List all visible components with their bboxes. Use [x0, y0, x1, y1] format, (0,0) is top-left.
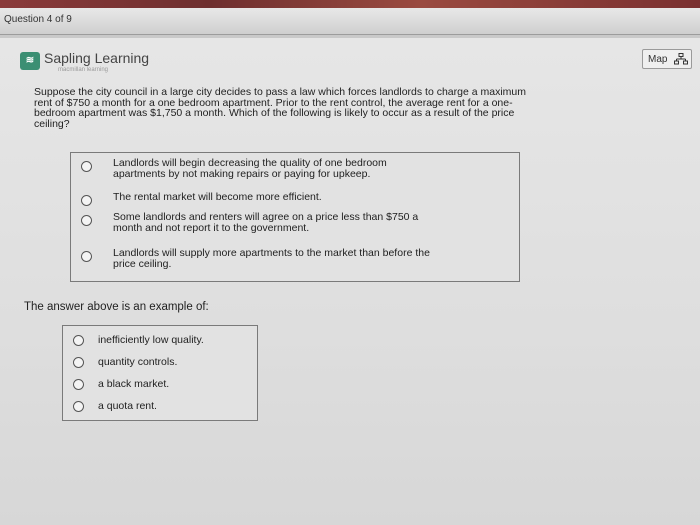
map-icon — [674, 53, 688, 65]
followup-choice-text: a quota rent. — [98, 400, 157, 412]
question-prompt — [34, 87, 654, 129]
choice-text-line: Some landlords and renters will agree on a price less than $750 a — [113, 211, 419, 223]
answer-choice[interactable] — [81, 248, 513, 269]
choice-text-line: price ceiling. — [113, 257, 172, 270]
followup-choice[interactable] — [73, 334, 258, 346]
followup-choice-text: quantity controls. — [98, 356, 178, 368]
choice-text-line: Landlords will begin decreasing the quality of one bedroom — [113, 157, 387, 169]
choice-text-line: apartments by not making repairs or paying for upkeep. — [113, 167, 371, 180]
assignment-panel — [0, 38, 700, 525]
radio-button[interactable] — [81, 251, 92, 262]
followup-choice[interactable] — [73, 378, 258, 390]
answer-choice[interactable] — [81, 212, 513, 233]
followup-choice[interactable] — [73, 356, 258, 368]
radio-button[interactable] — [73, 401, 84, 412]
radio-button[interactable] — [73, 357, 84, 368]
radio-button[interactable] — [81, 195, 92, 206]
radio-button[interactable] — [81, 215, 92, 226]
sapling-logo-icon: ≋ — [20, 52, 40, 70]
followup-choice[interactable] — [73, 400, 258, 412]
brand-subtitle: macmillan learning — [58, 67, 109, 73]
followup-choices-group — [62, 325, 258, 421]
prompt-line: rent of $750 a month for a one bedroom apartment. Prior to the rent control, the average rent for a one- — [34, 96, 513, 109]
brand-name: Sapling Learning — [44, 50, 150, 66]
answer-choice[interactable] — [81, 158, 513, 179]
map-button-label: Map — [648, 54, 668, 65]
answer-choice[interactable] — [81, 192, 513, 206]
prompt-line: ceiling? — [34, 117, 70, 130]
map-button[interactable] — [642, 49, 692, 69]
choice-text-line: month and not report it to the government. — [113, 221, 310, 234]
followup-label: The answer above is an example of: — [24, 301, 209, 313]
prompt-line: Suppose the city council in a large city decides to pass a law which forces landlords to charge a maximum — [34, 86, 526, 98]
followup-choice-text: inefficiently low quality. — [98, 334, 204, 346]
followup-choice-text: a black market. — [98, 378, 170, 390]
question-counter: Question 4 of 9 — [4, 14, 72, 25]
choice-text-line: The rental market will become more efficient. — [113, 191, 322, 203]
radio-button[interactable] — [81, 161, 92, 172]
prompt-line: bedroom apartment was $1,750 a month. Which of the following is likely to occur as a result of the price — [34, 107, 515, 119]
question-header-bar — [0, 8, 700, 35]
answer-choices-group — [70, 152, 520, 282]
radio-button[interactable] — [73, 379, 84, 390]
choice-text-line: Landlords will supply more apartments to the market than before the — [113, 247, 430, 259]
radio-button[interactable] — [73, 335, 84, 346]
